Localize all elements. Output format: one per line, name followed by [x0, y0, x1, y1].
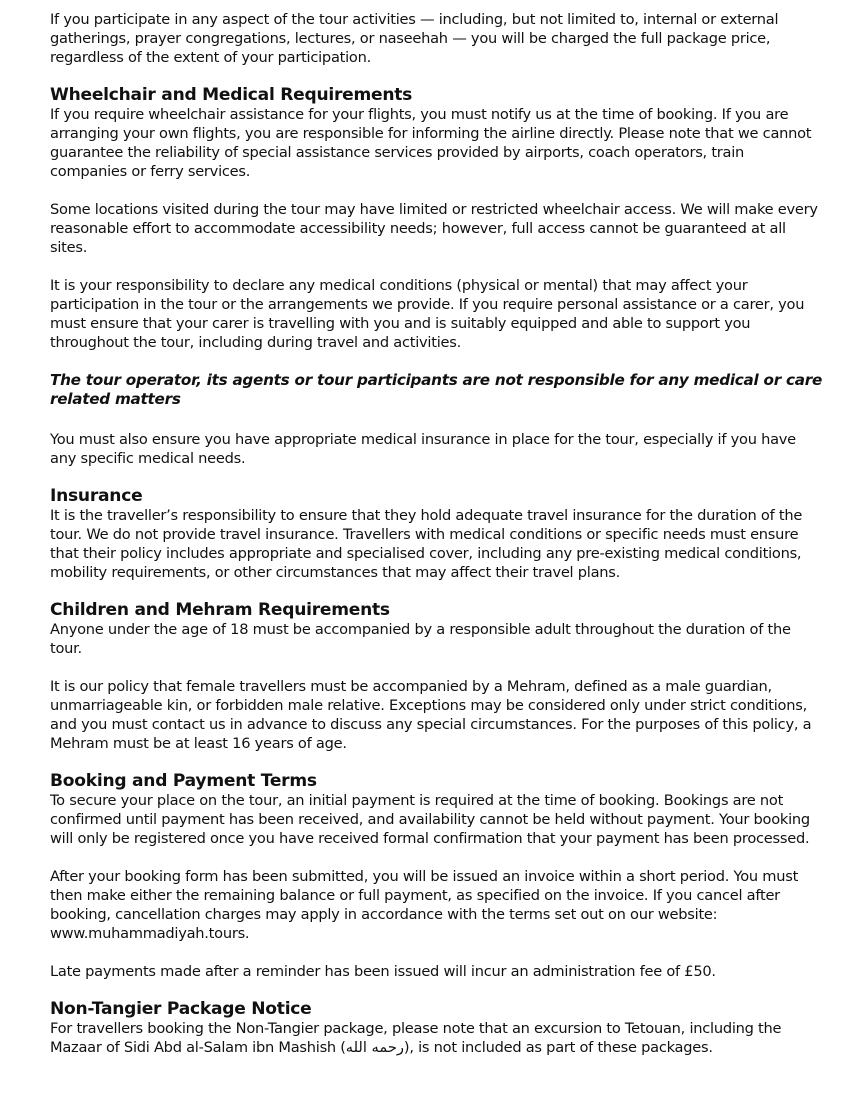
section-heading: Wheelchair and Medical Requirements	[50, 85, 413, 105]
medical-conditions-paragraph: It is your responsibility to declare any medical conditions (physical or mental) that may affect your participation in the tour or the arrangements we provide. If you require personal assistance or a carer, you must ensure that your carer is travelling with you and is suitably equipped and able to support you throughout the tour, including during travel and activities.	[50, 277, 805, 351]
section-heading: Insurance	[50, 486, 143, 506]
wheelchair-access-paragraph: Some locations visited during the tour may have limited or restricted wheelchair access. We will make every reasonable effort to accommodate accessibility needs; however, full access cannot be guaranteed at all sites.	[50, 201, 818, 256]
section-wheelchair-medical	[50, 86, 825, 352]
initial-payment-paragraph: To secure your place on the tour, an initial payment is required at the time of booking. Bookings are not confirmed until payment has been received, and availability cannot be held without payment. Your booking will only be registered once you have received formal confirmation that your payment has been processed.	[50, 792, 810, 847]
non-tangier-paragraph: For travellers booking the Non-Tangier package, please note that an excursion to Tetouan, including the Mazaar of Sidi Abd al-Salam ibn Mashish (رحمه الله), is not included as part of these packages.	[50, 1020, 782, 1056]
section-heading: Booking and Payment Terms	[50, 771, 317, 791]
insurance-paragraph: It is the traveller’s responsibility to ensure that they hold adequate travel insurance for the duration of the tour. We do not provide travel insurance. Travellers with medical conditions or specific needs must ensure that their policy includes appropriate and specialised cover, including any pre-existing medical conditions, mobility requirements, or other circumstances that may affect their travel plans.	[50, 507, 803, 581]
participation-paragraph: If you participate in any aspect of the tour activities — including, but not limited to, internal or external gatherings, prayer congregations, lectures, or naseehah — you will be charged the full package price, regardless of the extent of your participation.	[50, 11, 779, 66]
section-children-mehram	[50, 601, 825, 753]
section-heading: Children and Mehram Requirements	[50, 600, 390, 620]
section-non-tangier	[50, 1000, 825, 1057]
wheelchair-flights-paragraph: If you require wheelchair assistance for your flights, you must notify us at the time of booking. If you are arranging your own flights, you are responsible for informing the airline directly. Please note that we cannot guarantee the reliability of special assistance services provided by airports, coach operators, train companies or ferry services.	[50, 106, 812, 180]
invoice-paragraph: After your booking form has been submitted, you will be issued an invoice within a short period. You must then make either the remaining balance or full payment, as specified on the invoice. If you cancel after booking, cancellation charges may apply in accordance with the terms set out on our website: www.muhammadiyah.tours.	[50, 868, 799, 942]
children-age-paragraph: Anyone under the age of 18 must be accompanied by a responsible adult throughout the duration of the tour.	[50, 621, 791, 657]
mehram-policy-paragraph: It is our policy that female travellers must be accompanied by a Mehram, defined as a male guardian, unmarriageable kin, or forbidden male relative. Exceptions may be considered only under strict conditions, and you must contact us in advance to discuss any special circumstances. For the purposes of this policy, a Mehram must be at least 16 years of age.	[50, 678, 812, 752]
section-insurance	[50, 487, 825, 582]
section-heading: Non-Tangier Package Notice	[50, 999, 312, 1019]
terms-document	[50, 10, 825, 1076]
medical-insurance-note: You must also ensure you have appropriate medical insurance in place for the tour, especially if you have any specific medical needs.	[50, 431, 796, 467]
section-booking-payment	[50, 772, 825, 981]
medical-disclaimer: The tour operator, its agents or tour participants are not responsible for any medical or care related matters	[50, 371, 823, 408]
late-payment-paragraph: Late payments made after a reminder has been issued will incur an administration fee of £50.	[50, 963, 716, 980]
